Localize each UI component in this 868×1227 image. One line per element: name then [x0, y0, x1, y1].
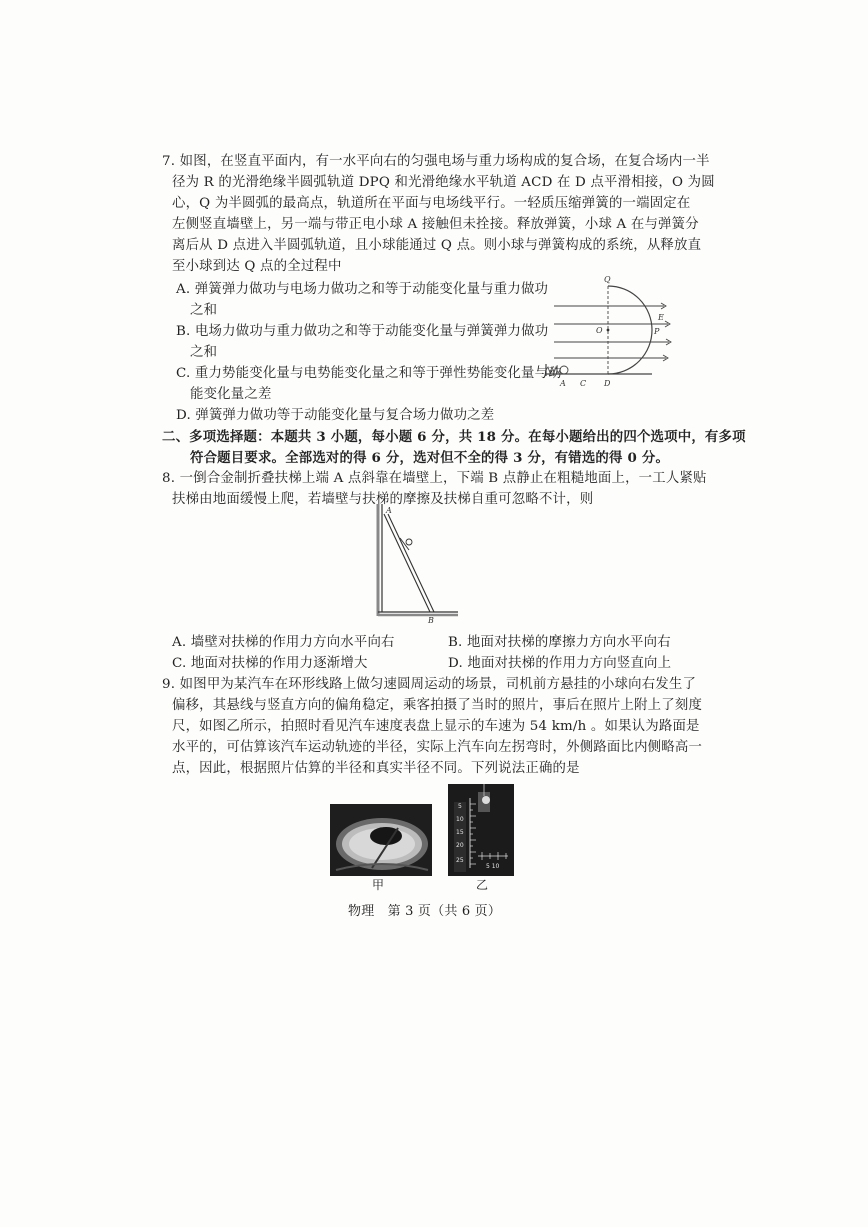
- caption-jia: 甲: [372, 878, 385, 892]
- q8-option-d: D. 地面对扶梯的作用力方向竖直向上: [448, 656, 672, 671]
- q7-line-6: 至小球到达 Q 点的全过程中: [172, 259, 342, 274]
- q8-ladder-figure: [372, 500, 472, 628]
- q9-line-2: 偏移，其悬线与竖直方向的偏角稳定，乘客拍摄了当时的照片，事后在照片上附上了刻度: [172, 698, 703, 713]
- q9-line-4: 水平的，可估算该汽车运动轨迹的半径，实际上汽车向左拐弯时，外侧路面比内侧略高一: [172, 740, 703, 755]
- q7-track-figure: [540, 272, 680, 392]
- spring: [546, 367, 560, 373]
- q7-option-b-cont: 之和: [190, 345, 218, 360]
- label-b: B: [428, 616, 434, 625]
- label-d: D: [604, 379, 611, 388]
- photo-jia: [330, 804, 432, 876]
- ladder-rail: [388, 514, 434, 612]
- label-a: A: [386, 506, 392, 515]
- q7-line-2: 径为 R 的光滑绝缘半圆弧轨道 DPQ 和光滑绝缘水平轨道 ACD 在 D 点平滑相接，O 为圆: [172, 175, 715, 190]
- center-dot: [607, 329, 610, 332]
- q8-option-a: A. 墙壁对扶梯的作用力方向水平向右: [172, 635, 395, 650]
- label-c: C: [580, 379, 587, 388]
- caption-yi: 乙: [476, 878, 489, 892]
- label-e: E: [658, 313, 664, 322]
- photo-yi: [448, 784, 514, 876]
- worker-head: [406, 539, 412, 545]
- q9-line-1: 9. 如图甲为某汽车在环形线路上做匀速圆周运动的场景，司机前方悬挂的小球向右发生了: [162, 677, 697, 692]
- ruler-tick-label: 15: [456, 829, 464, 836]
- label-a: A: [560, 379, 566, 388]
- q7-line-4: 左侧竖直墙壁上，另一端与带正电小球 A 接触但未拴接。释放弹簧，小球 A 在与弹簧分: [172, 217, 699, 232]
- q7-line-3: 心，Q 为半圆弧的最高点，轨道所在平面与电场线平行。一轻质压缩弹簧的一端固定在: [172, 196, 691, 211]
- semicircle-track: [608, 286, 652, 374]
- section2-heading: 二、多项选择题：本题共 3 小题，每小题 6 分，共 18 分。在每小题给出的四个选项中，有多项: [162, 429, 746, 445]
- q7-option-c-cont: 能变化量之差: [190, 387, 272, 402]
- q9-line-5: 点，因此，根据照片估算的半径和真实半径不同。下列说法正确的是: [172, 761, 580, 776]
- q8-line-2: 扶梯由地面缓慢上爬，若墙壁与扶梯的摩擦及扶梯自重可忽略不计，则: [172, 492, 594, 507]
- q7-option-d: D. 弹簧弹力做功等于动能变化量与复合场力做功之差: [176, 408, 495, 423]
- page-footer: 物理 第 3 页（共 6 页）: [348, 904, 502, 919]
- ruler-tick-label: 5: [458, 803, 462, 810]
- q8-line-1: 8. 一倒合金制折叠扶梯上端 A 点斜靠在墙壁上，下端 B 点静止在粗糙地面上，一工人紧贴: [162, 471, 707, 486]
- ladder-rail: [384, 514, 430, 612]
- q7-option-a: A. 弹簧弹力做功与电场力做功之和等于动能变化量与重力做功: [176, 282, 549, 297]
- ruler-tick-label: 20: [456, 842, 464, 849]
- q9-line-3: 尺，如图乙所示，拍照时看见汽车速度表盘上显示的车速为 54 km/h 。如果认为路面是: [172, 719, 700, 734]
- ball-a: [560, 366, 568, 374]
- q7-option-b: B. 电场力做功与重力做功之和等于动能变化量与弹簧弹力做功: [176, 324, 549, 339]
- ruler-tick-label: 10: [456, 816, 464, 823]
- q8-option-c: C. 地面对扶梯的作用力逐渐增大: [172, 656, 368, 671]
- label-q: Q: [604, 275, 611, 284]
- section2-heading-cont: 符合题目要求。全部选对的得 6 分，选对但不全的得 3 分，有错选的得 0 分。: [190, 450, 670, 466]
- q7-option-c: C. 重力势能变化量与电势能变化量之和等于弹性势能变化量与动: [176, 366, 562, 381]
- hanging-ball: [482, 796, 490, 804]
- q7-line-1: 7. 如图，在竖直平面内，有一水平向右的匀强电场与重力场构成的复合场，在复合场内一半: [162, 154, 710, 169]
- q8-option-b: B. 地面对扶梯的摩擦力方向水平向右: [448, 635, 671, 650]
- label-o: O: [596, 326, 603, 335]
- label-p: P: [654, 327, 660, 336]
- q7-line-5: 离后从 D 点进入半圆弧轨道，且小球能通过 Q 点。则小球与弹簧构成的系统，从释放直: [172, 238, 702, 253]
- ruler-tick-label: 25: [456, 857, 464, 864]
- ruler-bottom-label: 5 10: [486, 863, 500, 870]
- q7-option-a-cont: 之和: [190, 303, 218, 318]
